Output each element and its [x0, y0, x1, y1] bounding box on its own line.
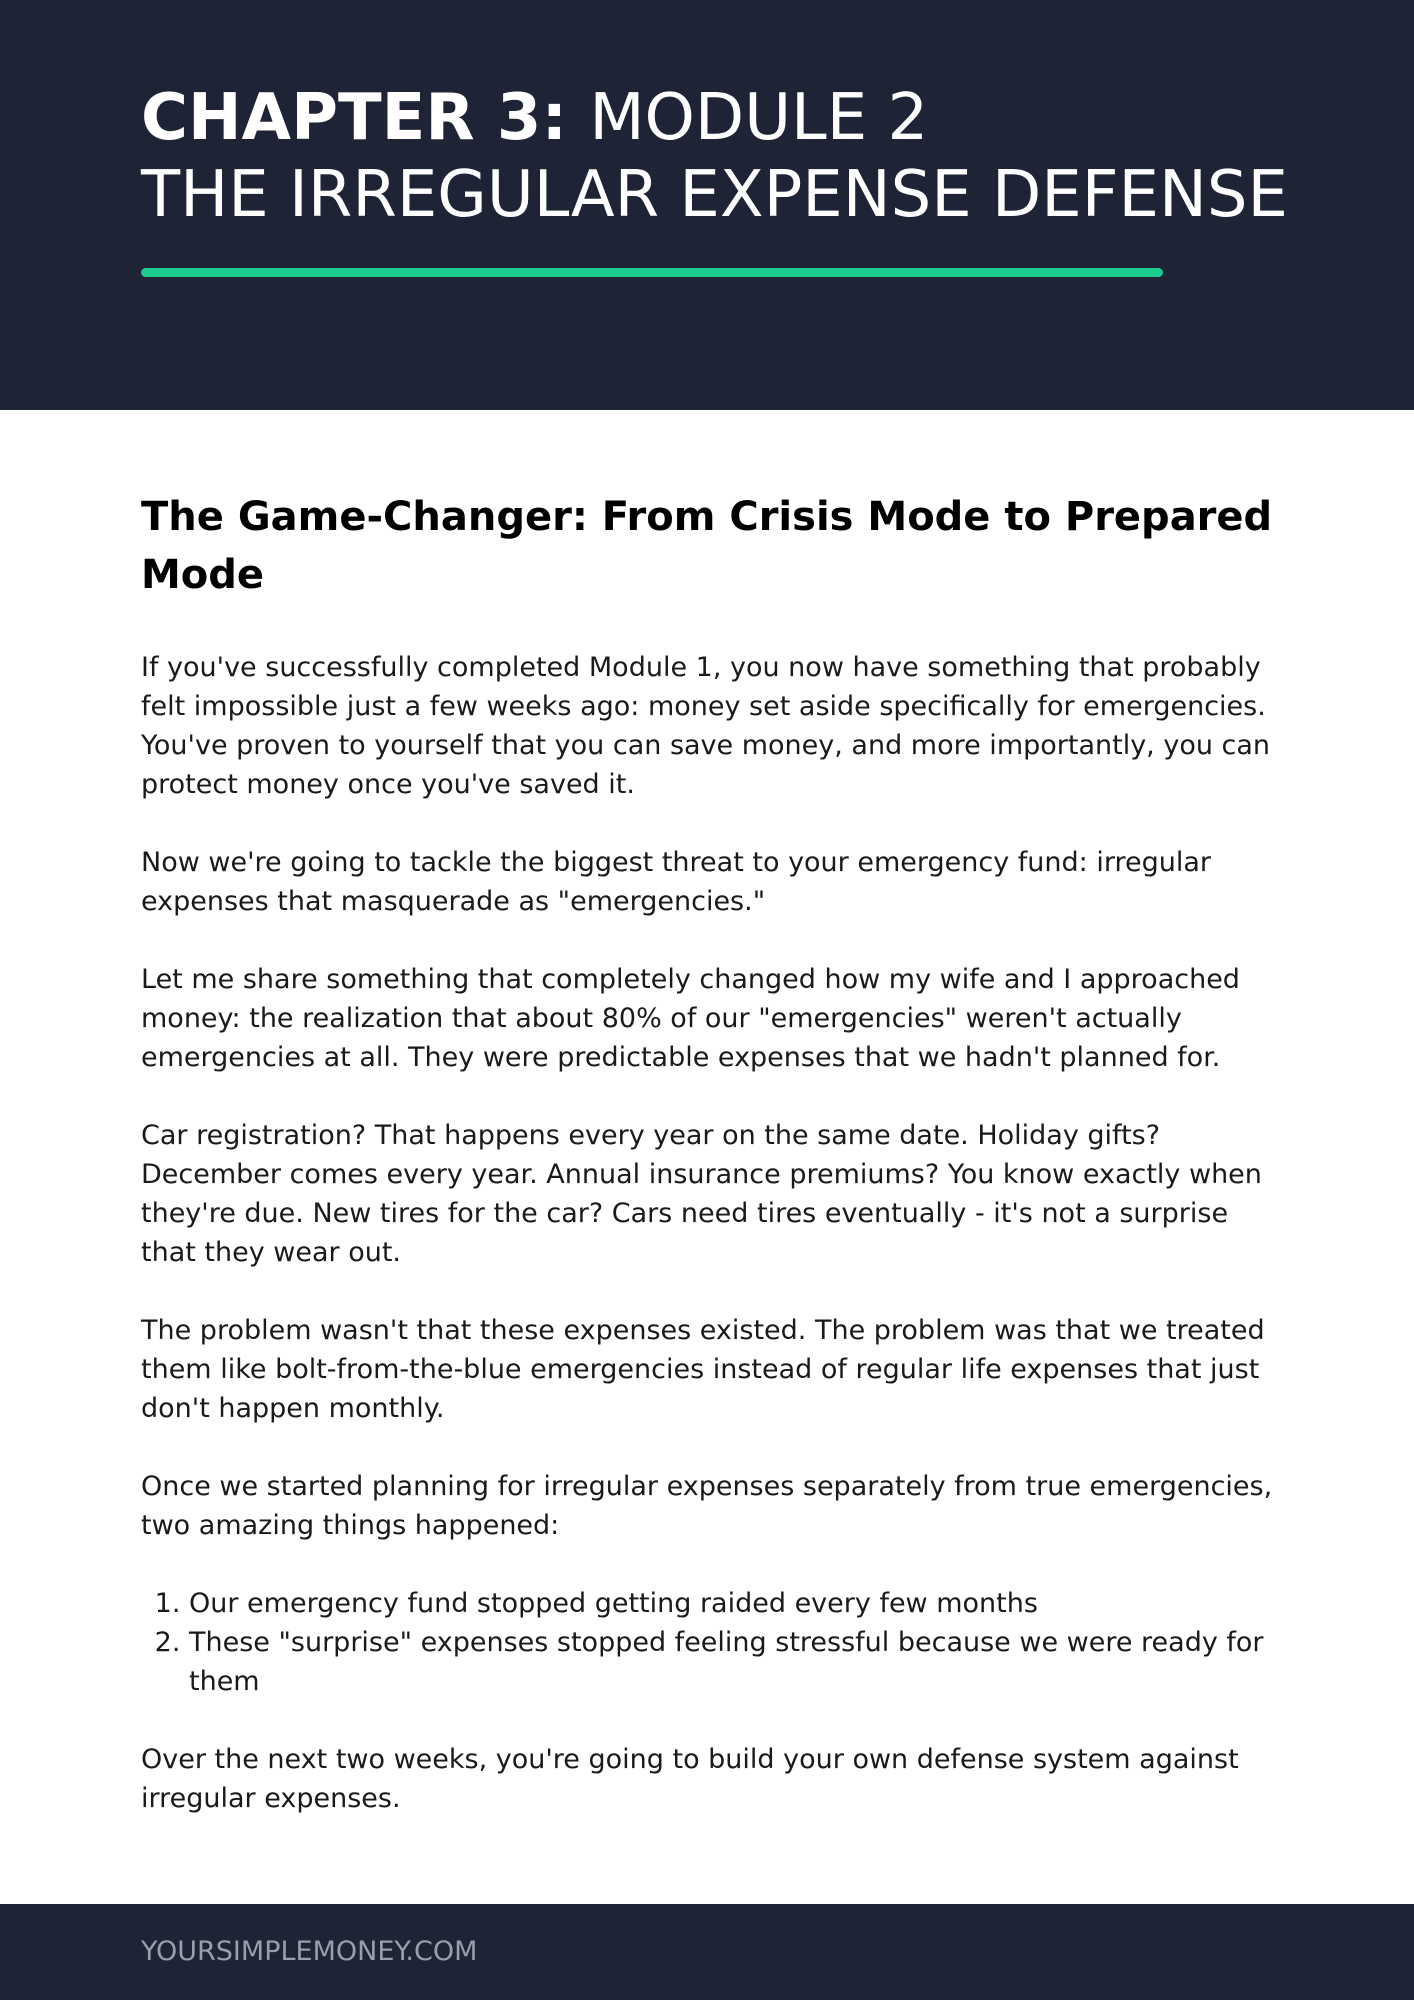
paragraph: The problem wasn't that these expenses existed. The problem was that we treated them like bolt-from-the-blue emergencies instead of regular life expenses that just don't happen monthly. [141, 1315, 1265, 1424]
paragraph: Car registration? That happens every year on the same date. Holiday gifts? December comes every year. Annual insurance premiums? You know exactly when they're due. New tires for the car? Cars need tires eventually - it's not a surprise that they wear out. [141, 1120, 1262, 1268]
closing-paragraph: Over the next two weeks, you're going to build your own defense system against irregular expenses. [141, 1744, 1239, 1814]
list-item: 2. These "surprise" expenses stopped feeling stressful because we were ready for them [189, 1623, 1281, 1701]
outcomes-list [141, 1584, 1281, 1701]
main-content [141, 488, 1281, 1857]
paragraph: Once we started planning for irregular expenses separately from true emergencies, two amazing things happened: [141, 1471, 1273, 1541]
chapter-title: THE IRREGULAR EXPENSE DEFENSE [141, 158, 1288, 232]
accent-divider [141, 268, 1163, 277]
paragraph: Now we're going to tackle the biggest threat to your emergency fund: irregular expenses that masquerade as "emergencies." [141, 847, 1211, 917]
paragraph: Let me share something that completely changed how my wife and I approached money: the realization that about 80% of our "emergencies" weren't actually emergencies at all. They were predictable expenses that we hadn't planned for. [141, 964, 1240, 1073]
section-heading: The Game-Changer: From Crisis Mode to Prepared Mode [141, 494, 1273, 598]
paragraph: If you've successfully completed Module 1, you now have something that probably felt impossible just a few weeks ago: money set aside specifically for emergencies. You've proven to yourself that you can save money, and more importantly, you can protect money once you've saved it. [141, 652, 1271, 800]
module-label: MODULE 2 [589, 81, 929, 155]
list-item: 1. Our emergency fund stopped getting raided every few months [189, 1584, 1281, 1623]
chapter-number: CHAPTER 3: [141, 81, 568, 155]
footer-site-name: YOURSIMPLEMONEY.COM [141, 1936, 478, 1967]
page-footer [0, 1904, 1414, 2000]
chapter-label [141, 78, 928, 158]
chapter-header [0, 0, 1414, 410]
